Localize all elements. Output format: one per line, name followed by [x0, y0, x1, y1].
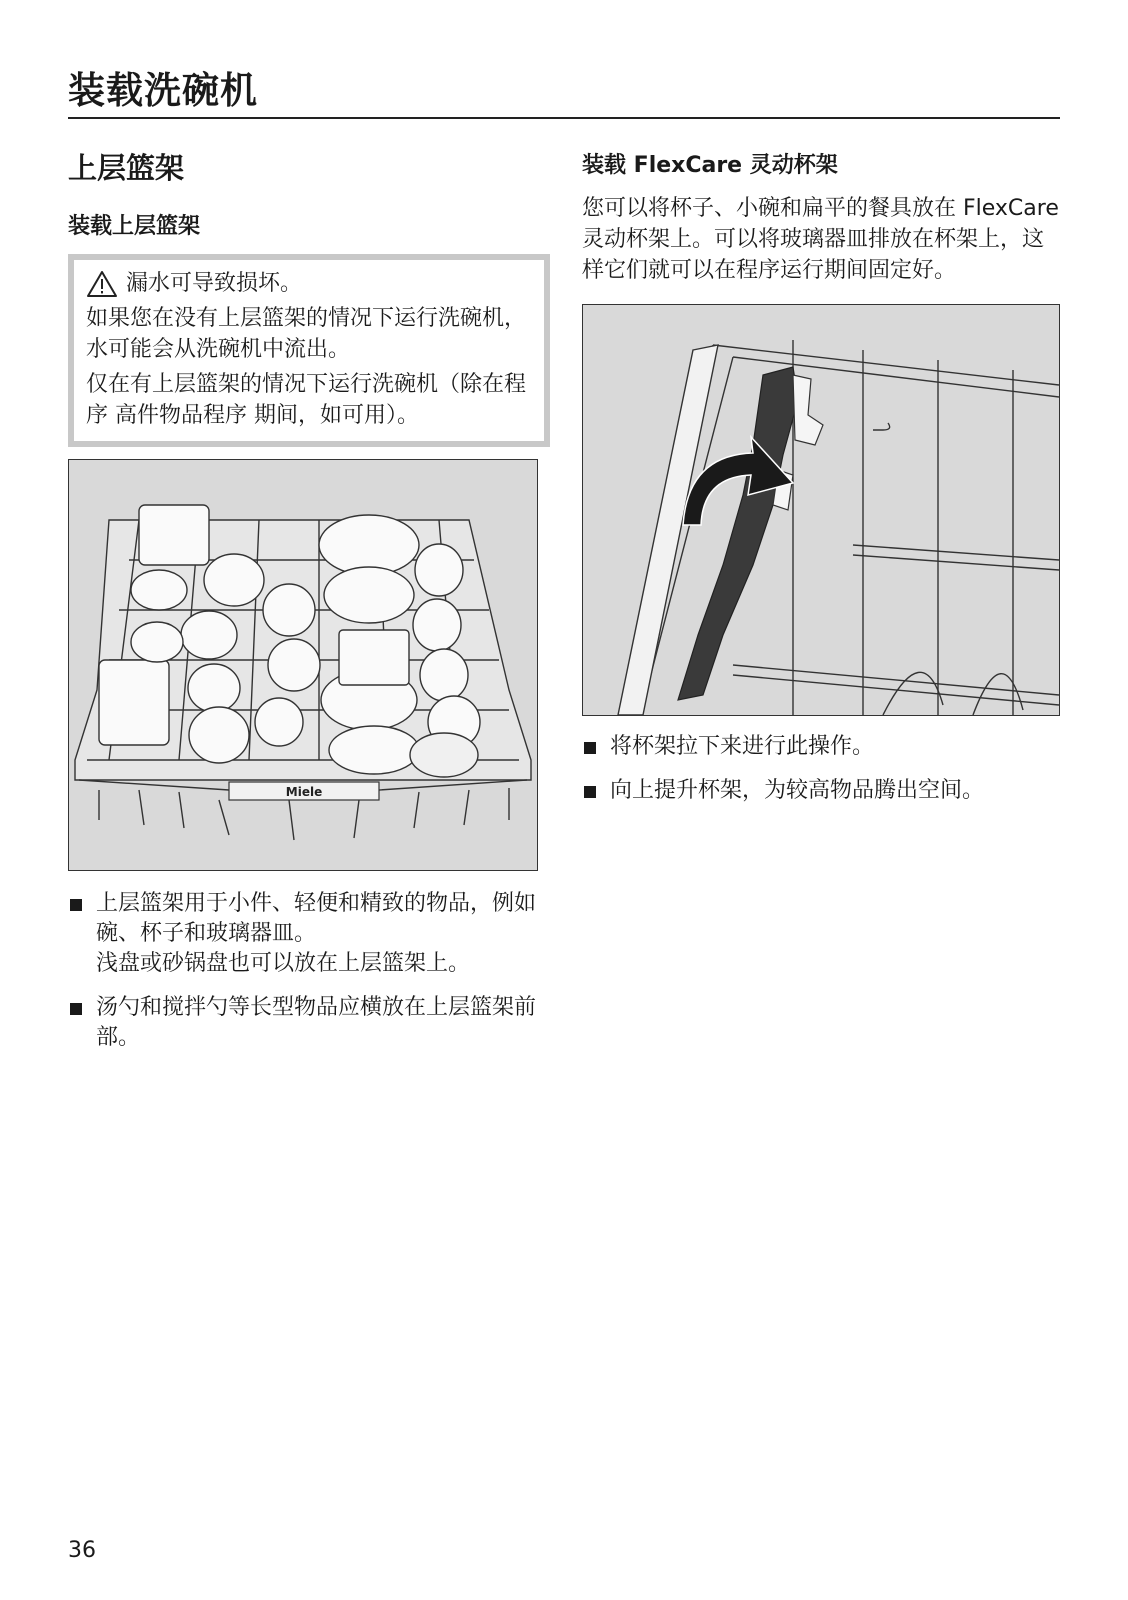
list-item: [68, 889, 550, 979]
warning-triangle-icon: [86, 270, 118, 298]
warning-text-2: 仅在有上层篮架的情况下运行洗碗机（除在程序 高件物品程序 期间，如可用）。: [86, 372, 527, 428]
flexcare-drawing: [583, 305, 1059, 715]
square-bullet-icon: [584, 742, 596, 754]
warning-box: [68, 254, 550, 447]
square-bullet-icon: [70, 899, 82, 911]
flexcare-rack-illustration: [582, 304, 1060, 716]
warning-heading-row: [86, 268, 532, 299]
brand-label: Miele: [285, 785, 323, 799]
warning-text-1: 如果您在没有上层篮架的情况下运行洗碗机，水可能会从洗碗机中流出。: [86, 306, 527, 362]
bullet-text: 上层篮架用于小件、轻便和精致的物品，例如碗、杯子和玻璃器皿。: [96, 891, 537, 946]
flexcare-paragraph: 您可以将杯子、小碗和扁平的餐具放在 FlexCare 灵动杯架上。可以将玻璃器皿排放在杯架上，这样它们就可以在程序运行期间固定好。: [582, 196, 1059, 283]
left-column: [68, 140, 550, 1067]
subsection-title-upper-basket: 装载上层篮架: [68, 214, 201, 239]
title-divider: [68, 117, 1060, 119]
list-item: [68, 993, 550, 1053]
bullet-text-continued: 浅盘或砂锅盘也可以放在上层篮架上。: [96, 951, 471, 976]
right-bullet-list: [582, 732, 1060, 806]
list-item: [582, 732, 1060, 762]
bullet-text: 将杯架拉下来进行此操作。: [610, 734, 875, 759]
bullet-text: 向上提升杯架，为较高物品腾出空间。: [610, 778, 985, 803]
upper-basket-illustration: [68, 459, 538, 871]
subsection-title-flexcare: 装载 FlexCare 灵动杯架: [582, 153, 838, 178]
upper-basket-drawing: [69, 460, 537, 870]
square-bullet-icon: [584, 786, 596, 798]
page-title: 装载洗碗机: [68, 69, 258, 112]
page-number: 36: [68, 1538, 96, 1563]
right-column: [582, 140, 1060, 820]
warning-heading: 漏水可导致损坏。: [126, 271, 303, 296]
square-bullet-icon: [70, 1003, 82, 1015]
section-title: 上层篮架: [68, 151, 185, 185]
left-bullet-list: [68, 889, 550, 1053]
list-item: [582, 776, 1060, 806]
bullet-text: 汤勺和搅拌勺等长型物品应横放在上层篮架前部。: [96, 995, 537, 1050]
